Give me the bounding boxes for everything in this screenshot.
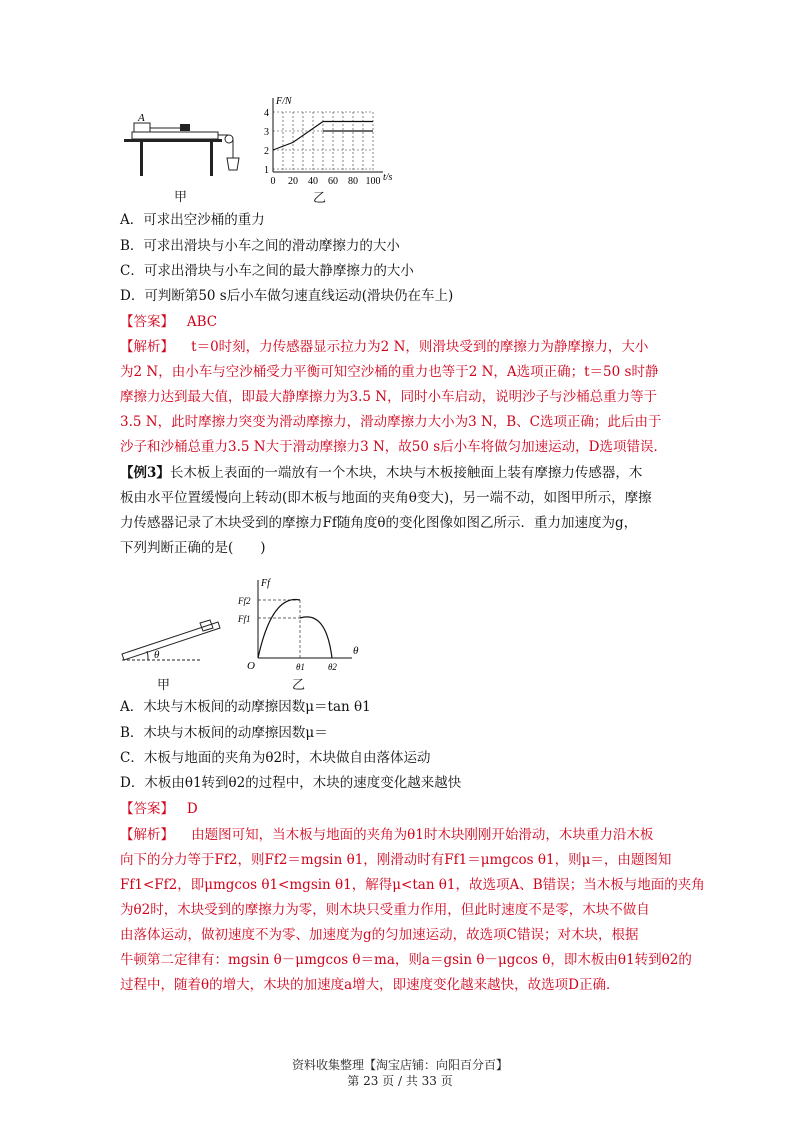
q2-option-d: D．木板由θ1转到θ2的过程中，木块的速度变化越来越快 xyxy=(120,775,462,791)
q2-tag: 【例3】 xyxy=(120,465,170,481)
x-tick-label: 0 xyxy=(270,176,276,187)
figure-1-jia-label: 甲 xyxy=(174,190,188,205)
q2-analysis-line-2: 向下的分力等于Ff2，则Ff2＝mgsin θ1，刚滑动时有Ff1＝μmgcos θ1，则μ＝，由题图知 xyxy=(120,852,672,868)
kinetic-friction-curve xyxy=(300,617,332,658)
q1-analysis-line-4: 3.5 N，此时摩擦力突变为滑动摩擦力，滑动摩擦力大小为3 N，B、C选项正确；此后由于 xyxy=(120,414,662,430)
q2-answer-tag: 【答案】 xyxy=(120,801,174,817)
figure-2-friction-angle-chart xyxy=(234,574,364,674)
x-axis-label: θ xyxy=(353,645,359,657)
figure-2-incline xyxy=(118,610,228,674)
q2-analysis-line-1 xyxy=(120,826,653,844)
f2-tick-label: Ff2 xyxy=(238,596,251,606)
y-tick-label: 3 xyxy=(264,127,269,138)
q1-analysis-line-1 xyxy=(120,338,648,356)
figure-1-yi-label: 乙 xyxy=(313,191,327,206)
footer-page-number: 第 23 页 / 共 33 页 xyxy=(347,1074,453,1088)
y-axis-label: Ff xyxy=(261,578,270,589)
origin-label: O xyxy=(247,660,255,672)
y-tick-label: 2 xyxy=(264,146,269,157)
theta2-tick-label: θ2 xyxy=(328,662,337,672)
q1-option-c: C．可求出滑块与小车之间的最大静摩擦力的大小 xyxy=(120,263,414,279)
theta1-tick-label: θ1 xyxy=(296,662,305,672)
q2-analysis-line-6: 牛顿第二定律有：mgsin θ－μmgcos θ＝ma，则a＝gsin θ－μgcos θ，即木板由θ1转到θ2的 xyxy=(120,952,692,968)
x-tick-label: 80 xyxy=(348,176,358,187)
q1-answer xyxy=(120,313,217,331)
q1-analysis-tag: 【解析】 xyxy=(120,339,174,355)
q2-stem-line-1 xyxy=(120,464,642,482)
x-tick-label: 60 xyxy=(328,176,338,187)
q2-stem-line-2: 板由水平位置缓慢向上转动(即木板与地面的夹角θ变大)，另一端不动，如图甲所示，摩擦 xyxy=(120,490,652,506)
q1-option-b: B．可求出滑块与小车之间的滑动摩擦力的大小 xyxy=(120,238,400,254)
q2-option-c: C．木板与地面的夹角为θ2时，木块做自由落体运动 xyxy=(120,750,431,766)
q2-answer-value: D xyxy=(186,801,198,817)
q2-analysis-line-7: 过程中，随着θ的增大，木块的加速度a增大，即速度变化越来越快，故选项D正确． xyxy=(120,977,620,993)
q1-analysis-line-2: 为2 N，由小车与空沙桶受力平衡可知空沙桶的重力也等于2 N，A选项正确；t＝50 s时静 xyxy=(120,364,659,380)
footer-source: 资料收集整理【淘宝店铺：向阳百分百】 xyxy=(291,1058,508,1072)
figure-2-jia-label: 甲 xyxy=(157,678,171,693)
f1-tick-label: Ff1 xyxy=(238,614,251,624)
figure-2-theta-label: θ xyxy=(154,649,160,661)
y-axis-label: F/N xyxy=(276,96,292,107)
q2-analysis-line-4: 为θ2时，木块受到的摩擦力为零，则木块只受重力作用，但此时速度不是零，木块不做自 xyxy=(120,902,650,918)
q1-option-d: D．可判断第50 s后小车做匀速直线运动(滑块仍在车上) xyxy=(120,288,454,304)
q1-answer-value: ABC xyxy=(186,314,218,330)
q1-analysis-line-3: 摩擦力达到最大值，即最大静摩擦力为3.5 N，同时小车启动，说明沙子与沙桶总重力等于 xyxy=(120,389,658,405)
q2-stem-text-1: 长木板上表面的一端放有一个木块，木块与木板接触面上装有摩擦力传感器，木 xyxy=(169,465,643,481)
x-tick-label: 40 xyxy=(308,176,318,187)
q1-analysis-text-1: t＝0时刻，力传感器显示拉力为2 N，则滑块受到的摩擦力为静摩擦力，大小 xyxy=(191,339,649,355)
q1-option-a: A．可求出空沙桶的重力 xyxy=(120,212,265,228)
x-tick-label: 20 xyxy=(288,176,298,187)
figure-2-yi-label: 乙 xyxy=(292,678,306,693)
block-label: A xyxy=(138,112,145,124)
q2-stem-line-4: 下列判断正确的是( ) xyxy=(120,540,266,556)
x-axis-label: t/s xyxy=(383,172,393,183)
x-tick-label: 100 xyxy=(365,176,381,187)
q2-option-b: B．木块与木板间的动摩擦因数μ＝ xyxy=(120,725,328,741)
q1-answer-tag: 【答案】 xyxy=(120,314,174,330)
figure-1-force-time-chart xyxy=(255,92,405,188)
y-tick-label: 1 xyxy=(264,165,269,176)
q2-analysis-text-1: 由题图可知，当木板与地面的夹角为θ1时木块刚刚开始滑动，木块重力沿木板 xyxy=(191,827,654,843)
q2-answer xyxy=(120,800,198,818)
q1-analysis-line-5: 沙子和沙桶总重力3.5 N大于滑动摩擦力3 N，故50 s后小车将做匀加速运动，D选项错误． xyxy=(120,439,667,455)
q2-analysis-tag: 【解析】 xyxy=(120,827,174,843)
q2-analysis-line-3: Ff1<Ff2，即μmgcos θ1<mgsin θ1，解得μ<tan θ1，故选项A、B错误；当木板与地面的夹角 xyxy=(120,877,705,893)
y-tick-label: 4 xyxy=(264,108,269,119)
static-friction-curve xyxy=(258,599,300,658)
q2-analysis-line-5: 由落体运动，做初速度不为零、加速度为g的匀加速运动，故选项C错误；对木块，根据 xyxy=(120,927,639,943)
q2-option-a: A．木块与木板间的动摩擦因数μ＝tan θ1 xyxy=(120,699,371,715)
q2-stem-line-3: 力传感器记录了木块受到的摩擦力Ff随角度θ的变化图像如图乙所示．重力加速度为g， xyxy=(120,515,638,531)
